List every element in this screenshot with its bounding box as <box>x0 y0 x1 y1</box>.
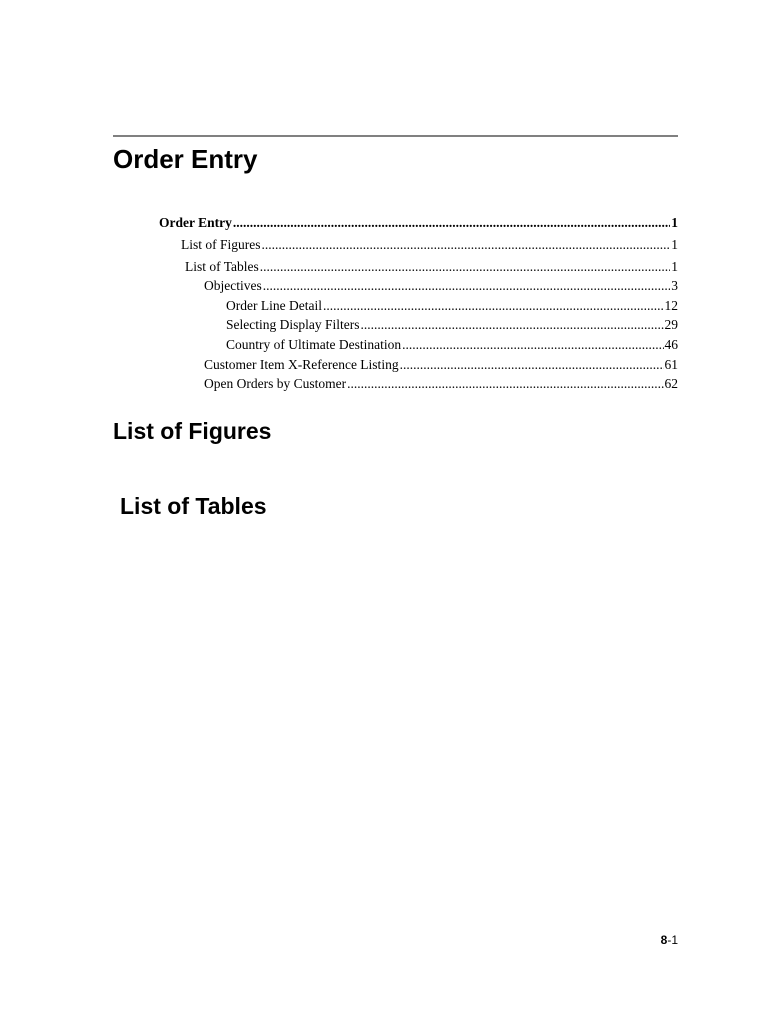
chapter-title: Order Entry <box>113 144 258 174</box>
toc-entry-label: Objectives <box>204 278 262 293</box>
toc-entry-objectives[interactable] <box>204 276 678 296</box>
toc-entry-label: List of Figures <box>181 237 261 252</box>
toc-entry-list-of-figures[interactable] <box>181 235 678 255</box>
toc-entry-label: Customer Item X-Reference Listing <box>204 357 399 372</box>
toc-dot-leader <box>260 257 670 277</box>
footer-separator: - <box>667 933 672 947</box>
toc-entry-label: Open Orders by Customer <box>204 376 347 391</box>
toc-entry-order-line-detail[interactable] <box>226 296 678 316</box>
section-heading-list-of-tables: List of Tables <box>120 493 267 519</box>
toc-entry-order-entry[interactable] <box>159 213 678 233</box>
chapter-rule <box>113 135 678 137</box>
toc-page-number: 1 <box>671 215 678 230</box>
toc-page-number: 12 <box>664 298 678 313</box>
section-heading-list-of-figures: List of Figures <box>113 418 272 444</box>
footer-chapter-number: 8 <box>660 933 668 947</box>
toc-dot-leader <box>400 355 664 375</box>
toc-dot-leader <box>347 374 663 394</box>
toc-dot-leader <box>360 315 663 335</box>
toc-entry-label: Country of Ultimate Destination <box>226 337 402 352</box>
toc-dot-leader <box>233 213 670 233</box>
toc-page-number: 1 <box>671 259 678 274</box>
toc-page-number: 62 <box>664 376 678 391</box>
toc-page-number: 46 <box>664 337 678 352</box>
footer-page-number: 1 <box>671 933 678 947</box>
toc-entry-selecting-display-filters[interactable] <box>226 315 678 335</box>
toc-page-number: 1 <box>671 237 678 252</box>
toc-page-number: 3 <box>671 278 678 293</box>
toc-dot-leader <box>323 296 664 316</box>
toc-entry-label: Order Line Detail <box>226 298 322 313</box>
toc-dot-leader <box>262 235 671 255</box>
toc-entry-open-orders-by-customer[interactable] <box>204 374 678 394</box>
toc-entry-list-of-tables[interactable] <box>185 257 678 277</box>
toc-dot-leader <box>402 335 663 355</box>
page-footer-number <box>620 931 678 949</box>
toc-entry-label: Selecting Display Filters <box>226 317 360 332</box>
toc-page-number: 29 <box>664 317 678 332</box>
toc-entry-label: List of Tables <box>185 259 259 274</box>
toc-dot-leader <box>263 276 671 296</box>
toc-page-number: 61 <box>664 357 678 372</box>
toc-entry-customer-item-x-reference-listing[interactable] <box>204 355 678 375</box>
toc-entry-label: Order Entry <box>159 215 232 230</box>
toc-entry-country-of-ultimate-destination[interactable] <box>226 335 678 355</box>
